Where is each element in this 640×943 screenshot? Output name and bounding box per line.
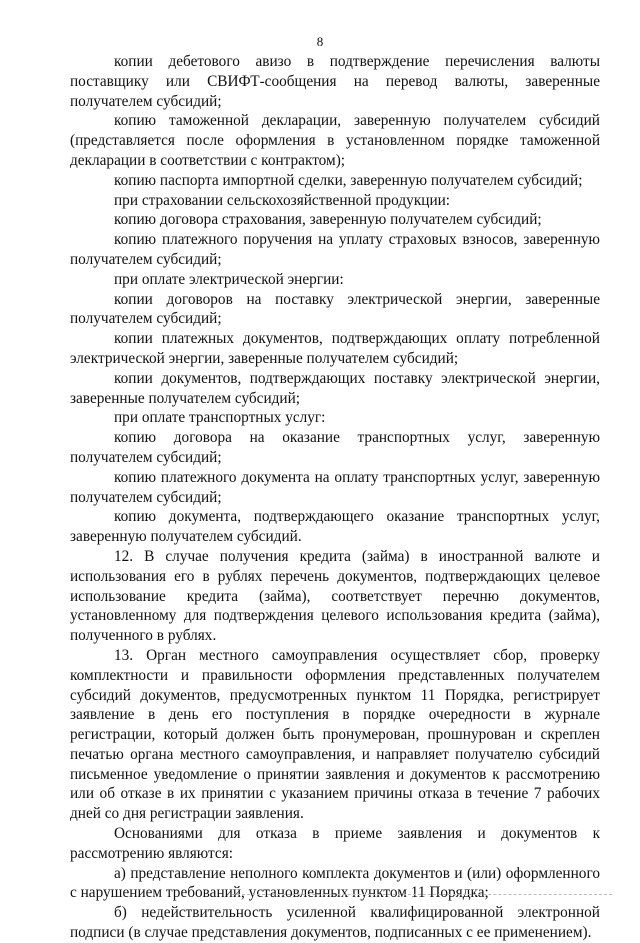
paragraph-insurance-payment: копию платежного поручения на уплату страховых взносов, заверенную получателем субсидий; xyxy=(70,231,600,268)
paragraph-electricity-supply: копии документов, подтверждающих поставку электрической энергии, заверенные получателем субсидий; xyxy=(70,369,600,407)
paragraph-transport-contract: копию договора на оказание транспортных услуг, заверенную получателем субсидий; xyxy=(70,429,600,466)
paragraph-transport-payment: копию платежного документа на оплату транспортных услуг, заверенную получателем субсидий; xyxy=(70,468,600,506)
paragraph-insurance-contract: копию договора страхования, заверенную получателем субсидий; xyxy=(114,211,542,229)
paragraph-transport-confirmation: копию документа, подтверждающего оказание транспортных услуг, заверенную получателем субсидий. xyxy=(70,508,600,546)
paragraph-electricity-contracts: копии договоров на поставку электрической энергии, заверенные получателем субсидий; xyxy=(70,290,600,328)
paragraph-electricity-payments: копии платежных документов, подтверждающих оплату потребленной электрической энергии, заверенные получателем субсидий; xyxy=(70,330,600,367)
paragraph-item-13: 13. Орган местного самоуправления осуществляет сбор, проверку комплектности и правильности оформления представленных получателем субсидий документов, предусмотренных пунктом 11 Порядка, регистрирует заявление в день его поступления в порядке очередности в журнале регистрации, который должен быть пронумерован, прошнурован и скреплен печатью органа местного самоуправления, и направляет получателю субсидий письменное уведомление о принятии заявления и документов к рассмотрению или об отказе в их принятии с указанием причины отказа в течение 7 рабочих дней со дня регистрации заявления. xyxy=(70,646,600,823)
document-body xyxy=(70,52,600,943)
paragraph-swift-avizo: копии дебетового авизо в подтверждение перечисления валюты поставщику или СВИФТ-сообщения на перевод валюты, заверенные получателем субсидий; xyxy=(70,53,600,110)
scan-edge-line xyxy=(232,894,612,895)
paragraph-refusal-grounds: Основаниями для отказа в приеме заявления и документов к рассмотрению являются: xyxy=(70,825,600,862)
paragraph-refusal-b: б) недействительность усиленной квалифицированной электронной подписи (в случае представления документов, подписанных с ее применением). xyxy=(70,904,600,942)
paragraph-insurance-heading: при страховании сельскохозяйственной продукции: xyxy=(114,191,451,209)
paragraph-customs-declaration: копию таможенной декларации, заверенную получателем субсидий (представляется после оформления в установленном порядке таможенной декларации в соответствии с контрактом); xyxy=(70,112,600,169)
paragraph-electricity-heading: при оплате электрической энергии: xyxy=(114,270,344,288)
paragraph-transport-heading: при оплате транспортных услуг: xyxy=(114,409,326,427)
paragraph-import-passport: копию паспорта импортной сделки, заверенную получателем субсидий; xyxy=(114,171,583,189)
paragraph-item-12: 12. В случае получения кредита (займа) в иностранной валюте и использования его в рублях перечень документов, подтверждающих целевое использование кредита (займа), соответствует перечню документов, установленному для подтверждения целевого использования кредита (займа), полученного в рублях. xyxy=(70,547,600,645)
page-number: 8 xyxy=(316,34,324,49)
paragraph-refusal-a: а) представление неполного комплекта документов и (или) оформленного с нарушением требований, установленных пунктом 11 Порядка; xyxy=(70,864,600,902)
